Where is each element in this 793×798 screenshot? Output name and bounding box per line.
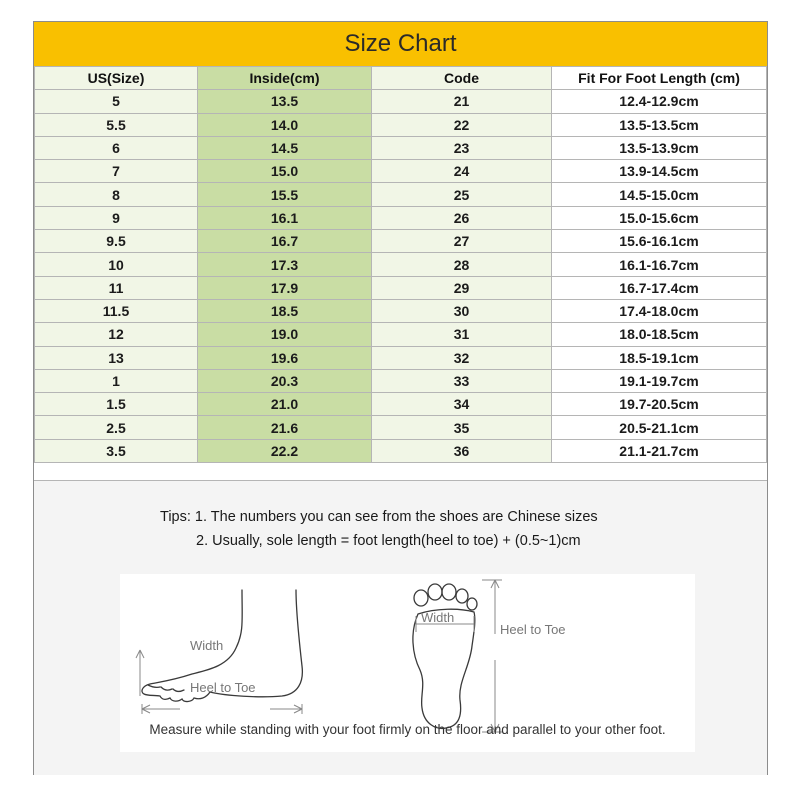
table-row	[35, 393, 767, 416]
table-row	[35, 276, 767, 299]
size-table	[34, 66, 767, 463]
foot-length-cell: 13.5-13.5cm	[552, 113, 767, 136]
table-row	[35, 90, 767, 113]
foot-length-cell: 15.0-15.6cm	[552, 206, 767, 229]
us-size-cell: 12	[35, 323, 198, 346]
table-row	[35, 323, 767, 346]
us-size-cell: 10	[35, 253, 198, 276]
inside-cm-cell: 19.6	[198, 346, 372, 369]
code-cell: 35	[372, 416, 552, 439]
table-row	[35, 230, 767, 253]
code-cell: 32	[372, 346, 552, 369]
us-size-cell: 11	[35, 276, 198, 299]
side-length-label: Heel to Toe	[190, 680, 256, 695]
us-size-cell: 3.5	[35, 439, 198, 462]
header-us-size: US(Size)	[35, 67, 198, 90]
inside-cm-cell: 19.0	[198, 323, 372, 346]
us-size-cell: 2.5	[35, 416, 198, 439]
tips-block	[160, 505, 598, 553]
sole-length-arrow	[482, 580, 502, 732]
code-cell: 27	[372, 230, 552, 253]
us-size-cell: 11.5	[35, 299, 198, 322]
inside-cm-cell: 22.2	[198, 439, 372, 462]
table-row	[35, 253, 767, 276]
inside-cm-cell: 21.0	[198, 393, 372, 416]
code-cell: 24	[372, 160, 552, 183]
foot-length-cell: 16.7-17.4cm	[552, 276, 767, 299]
header-fit-foot-length: Fit For Foot Length (cm)	[552, 67, 767, 90]
us-size-cell: 5	[35, 90, 198, 113]
table-row	[35, 136, 767, 159]
tip-line-1: Tips: 1. The numbers you can see from the shoes are Chinese sizes	[160, 509, 598, 525]
side-width-label: Width	[190, 638, 224, 653]
table-row	[35, 346, 767, 369]
header-inside-cm: Inside(cm)	[198, 67, 372, 90]
foot-length-cell: 13.5-13.9cm	[552, 136, 767, 159]
code-cell: 25	[372, 183, 552, 206]
code-cell: 34	[372, 393, 552, 416]
table-row	[35, 416, 767, 439]
table-row	[35, 369, 767, 392]
table-row	[35, 160, 767, 183]
inside-cm-cell: 17.9	[198, 276, 372, 299]
measurement-illustration	[120, 574, 695, 752]
sole-foot-icon	[413, 584, 477, 728]
table-header-row	[35, 67, 767, 90]
code-cell: 28	[372, 253, 552, 276]
us-size-cell: 1	[35, 369, 198, 392]
table-row	[35, 299, 767, 322]
code-cell: 21	[372, 90, 552, 113]
inside-cm-cell: 15.5	[198, 183, 372, 206]
foot-length-cell: 12.4-12.9cm	[552, 90, 767, 113]
code-cell: 22	[372, 113, 552, 136]
us-size-cell: 6	[35, 136, 198, 159]
code-cell: 36	[372, 439, 552, 462]
us-size-cell: 9.5	[35, 230, 198, 253]
foot-length-cell: 19.7-20.5cm	[552, 393, 767, 416]
inside-cm-cell: 18.5	[198, 299, 372, 322]
code-cell: 33	[372, 369, 552, 392]
code-cell: 23	[372, 136, 552, 159]
table-row	[35, 206, 767, 229]
size-chart-panel	[33, 21, 768, 775]
us-size-cell: 5.5	[35, 113, 198, 136]
measurement-note: Measure while standing with your foot firmly on the floor and parallel to your other foot.	[149, 722, 666, 737]
inside-cm-cell: 15.0	[198, 160, 372, 183]
us-size-cell: 1.5	[35, 393, 198, 416]
size-chart-title: Size Chart	[34, 22, 767, 67]
foot-length-cell: 21.1-21.7cm	[552, 439, 767, 462]
inside-cm-cell: 17.3	[198, 253, 372, 276]
inside-cm-cell: 20.3	[198, 369, 372, 392]
inside-cm-cell: 14.5	[198, 136, 372, 159]
foot-length-cell: 15.6-16.1cm	[552, 230, 767, 253]
code-cell: 30	[372, 299, 552, 322]
sole-length-label: Heel to Toe	[500, 622, 566, 637]
size-table-body	[35, 90, 767, 463]
inside-cm-cell: 16.1	[198, 206, 372, 229]
foot-length-cell: 19.1-19.7cm	[552, 369, 767, 392]
table-row	[35, 113, 767, 136]
us-size-cell: 7	[35, 160, 198, 183]
foot-length-cell: 18.0-18.5cm	[552, 323, 767, 346]
table-row	[35, 439, 767, 462]
header-code: Code	[372, 67, 552, 90]
tip-line-2: 2. Usually, sole length = foot length(heel to toe) + (0.5~1)cm	[196, 533, 581, 549]
foot-length-cell: 17.4-18.0cm	[552, 299, 767, 322]
foot-length-cell: 14.5-15.0cm	[552, 183, 767, 206]
inside-cm-cell: 13.5	[198, 90, 372, 113]
inside-cm-cell: 21.6	[198, 416, 372, 439]
us-size-cell: 13	[35, 346, 198, 369]
inside-cm-cell: 16.7	[198, 230, 372, 253]
foot-length-cell: 20.5-21.1cm	[552, 416, 767, 439]
foot-length-cell: 13.9-14.5cm	[552, 160, 767, 183]
us-size-cell: 9	[35, 206, 198, 229]
code-cell: 29	[372, 276, 552, 299]
sole-width-label: Width	[421, 610, 455, 625]
foot-length-cell: 16.1-16.7cm	[552, 253, 767, 276]
us-size-cell: 8	[35, 183, 198, 206]
code-cell: 31	[372, 323, 552, 346]
code-cell: 26	[372, 206, 552, 229]
side-length-arrow	[142, 704, 302, 714]
inside-cm-cell: 14.0	[198, 113, 372, 136]
foot-length-cell: 18.5-19.1cm	[552, 346, 767, 369]
table-row	[35, 183, 767, 206]
tips-section	[34, 480, 767, 775]
